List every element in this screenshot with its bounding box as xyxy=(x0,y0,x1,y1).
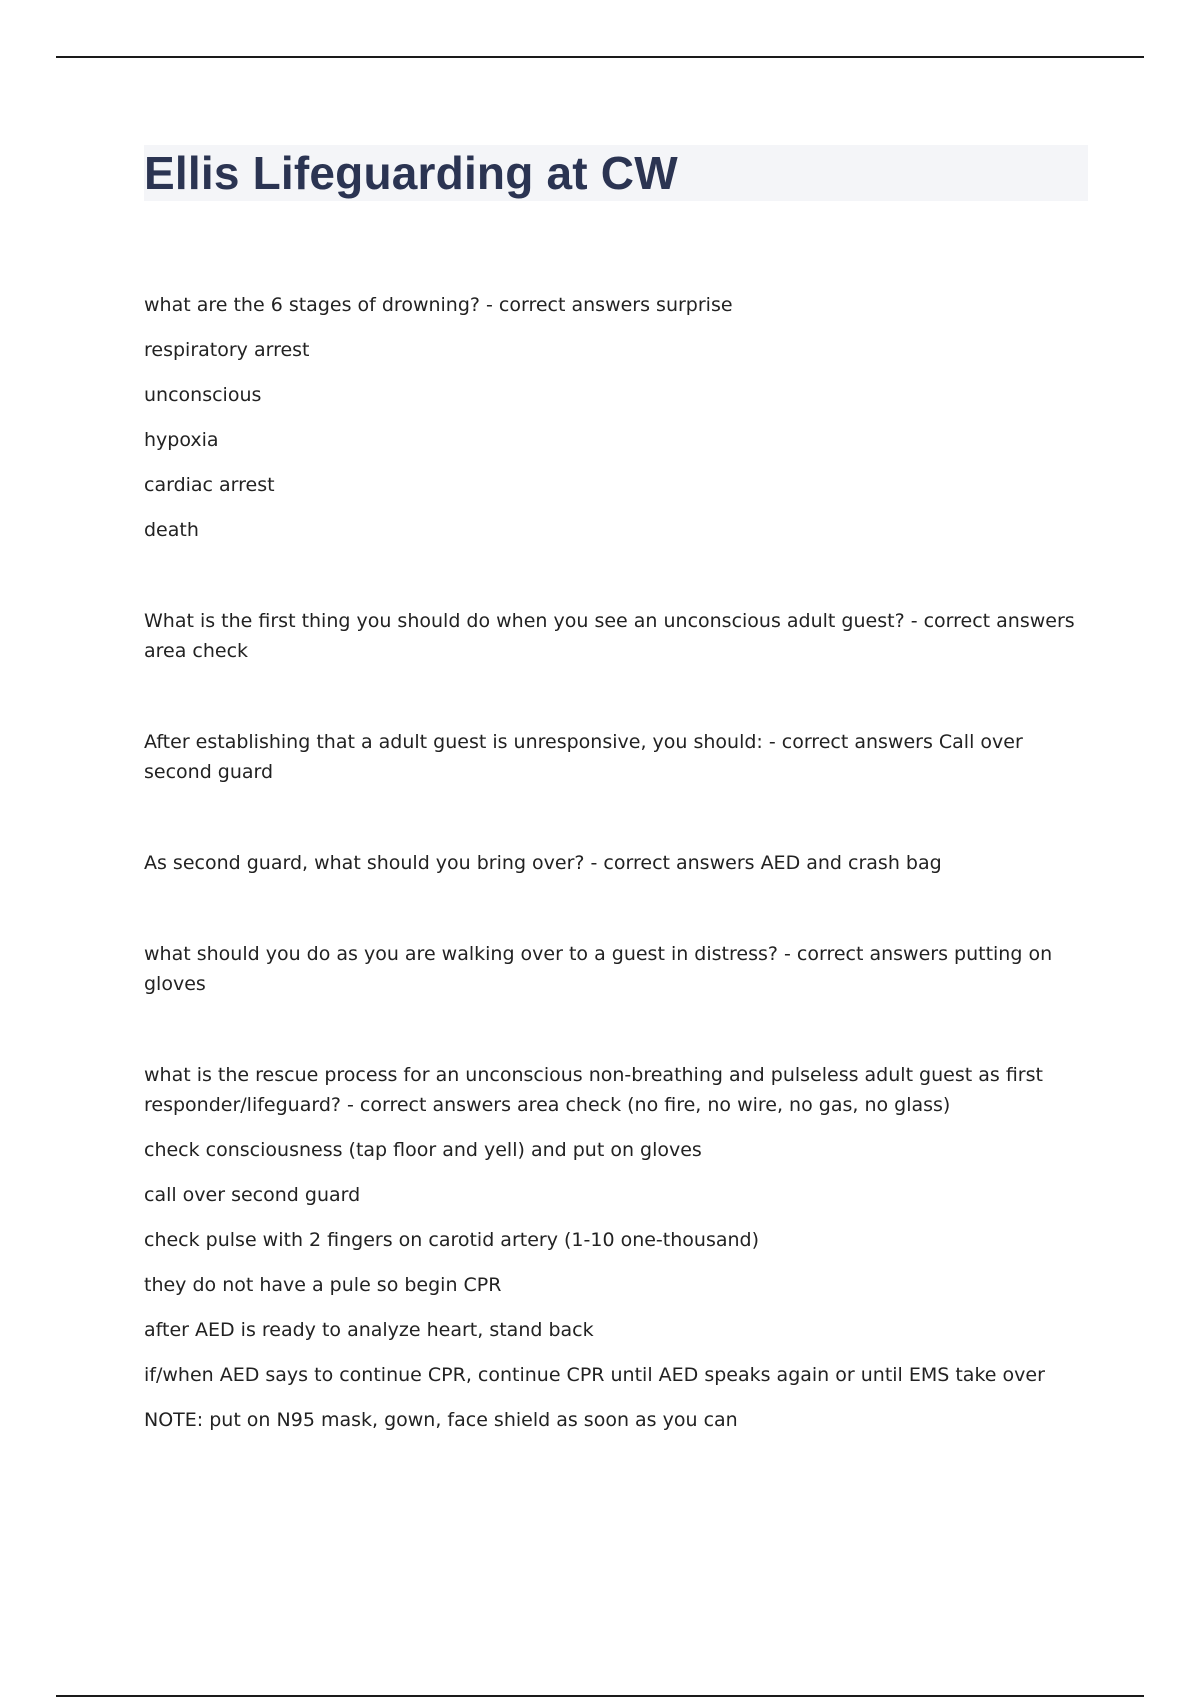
qa-line: After establishing that a adult guest is unresponsive, you should: - correct answers Call over second guard xyxy=(144,731,1023,783)
qa-item xyxy=(144,727,1084,787)
qa-line: As second guard, what should you bring over? - correct answers AED and crash bag xyxy=(144,852,942,874)
bottom-rule xyxy=(56,1695,1144,1697)
qa-line: death xyxy=(144,519,199,541)
qa-line: call over second guard xyxy=(144,1184,361,1206)
qa-content xyxy=(144,290,1084,1435)
qa-line: after AED is ready to analyze heart, stand back xyxy=(144,1319,594,1341)
qa-line: What is the first thing you should do when you see an unconscious adult guest? - correct answers area check xyxy=(144,610,1075,662)
qa-item xyxy=(144,939,1084,999)
qa-line: what should you do as you are walking over to a guest in distress? - correct answers putting on gloves xyxy=(144,943,1053,995)
qa-line: unconscious xyxy=(144,384,262,406)
qa-line: check pulse with 2 fingers on carotid artery (1-10 one-thousand) xyxy=(144,1229,759,1251)
qa-item xyxy=(144,290,1084,545)
title-banner xyxy=(144,145,1088,201)
qa-line: cardiac arrest xyxy=(144,474,275,496)
qa-line: if/when AED says to continue CPR, continue CPR until AED speaks again or until EMS take over xyxy=(144,1364,1045,1386)
qa-item xyxy=(144,848,1084,878)
qa-line: what is the rescue process for an unconscious non-breathing and pulseless adult guest as first responder/lifeguard? - correct answers area check (no fire, no wire, no gas, no glass) xyxy=(144,1064,1043,1116)
qa-line: respiratory arrest xyxy=(144,339,310,361)
qa-item xyxy=(144,1060,1084,1435)
top-rule xyxy=(56,56,1144,58)
document-title: Ellis Lifeguarding at CW xyxy=(144,147,678,199)
qa-line: what are the 6 stages of drowning? - correct answers surprise xyxy=(144,294,733,316)
qa-line: check consciousness (tap floor and yell) and put on gloves xyxy=(144,1139,702,1161)
qa-item xyxy=(144,606,1084,666)
qa-line: hypoxia xyxy=(144,429,219,451)
qa-line: they do not have a pule so begin CPR xyxy=(144,1274,502,1296)
qa-line: NOTE: put on N95 mask, gown, face shield as soon as you can xyxy=(144,1409,738,1431)
